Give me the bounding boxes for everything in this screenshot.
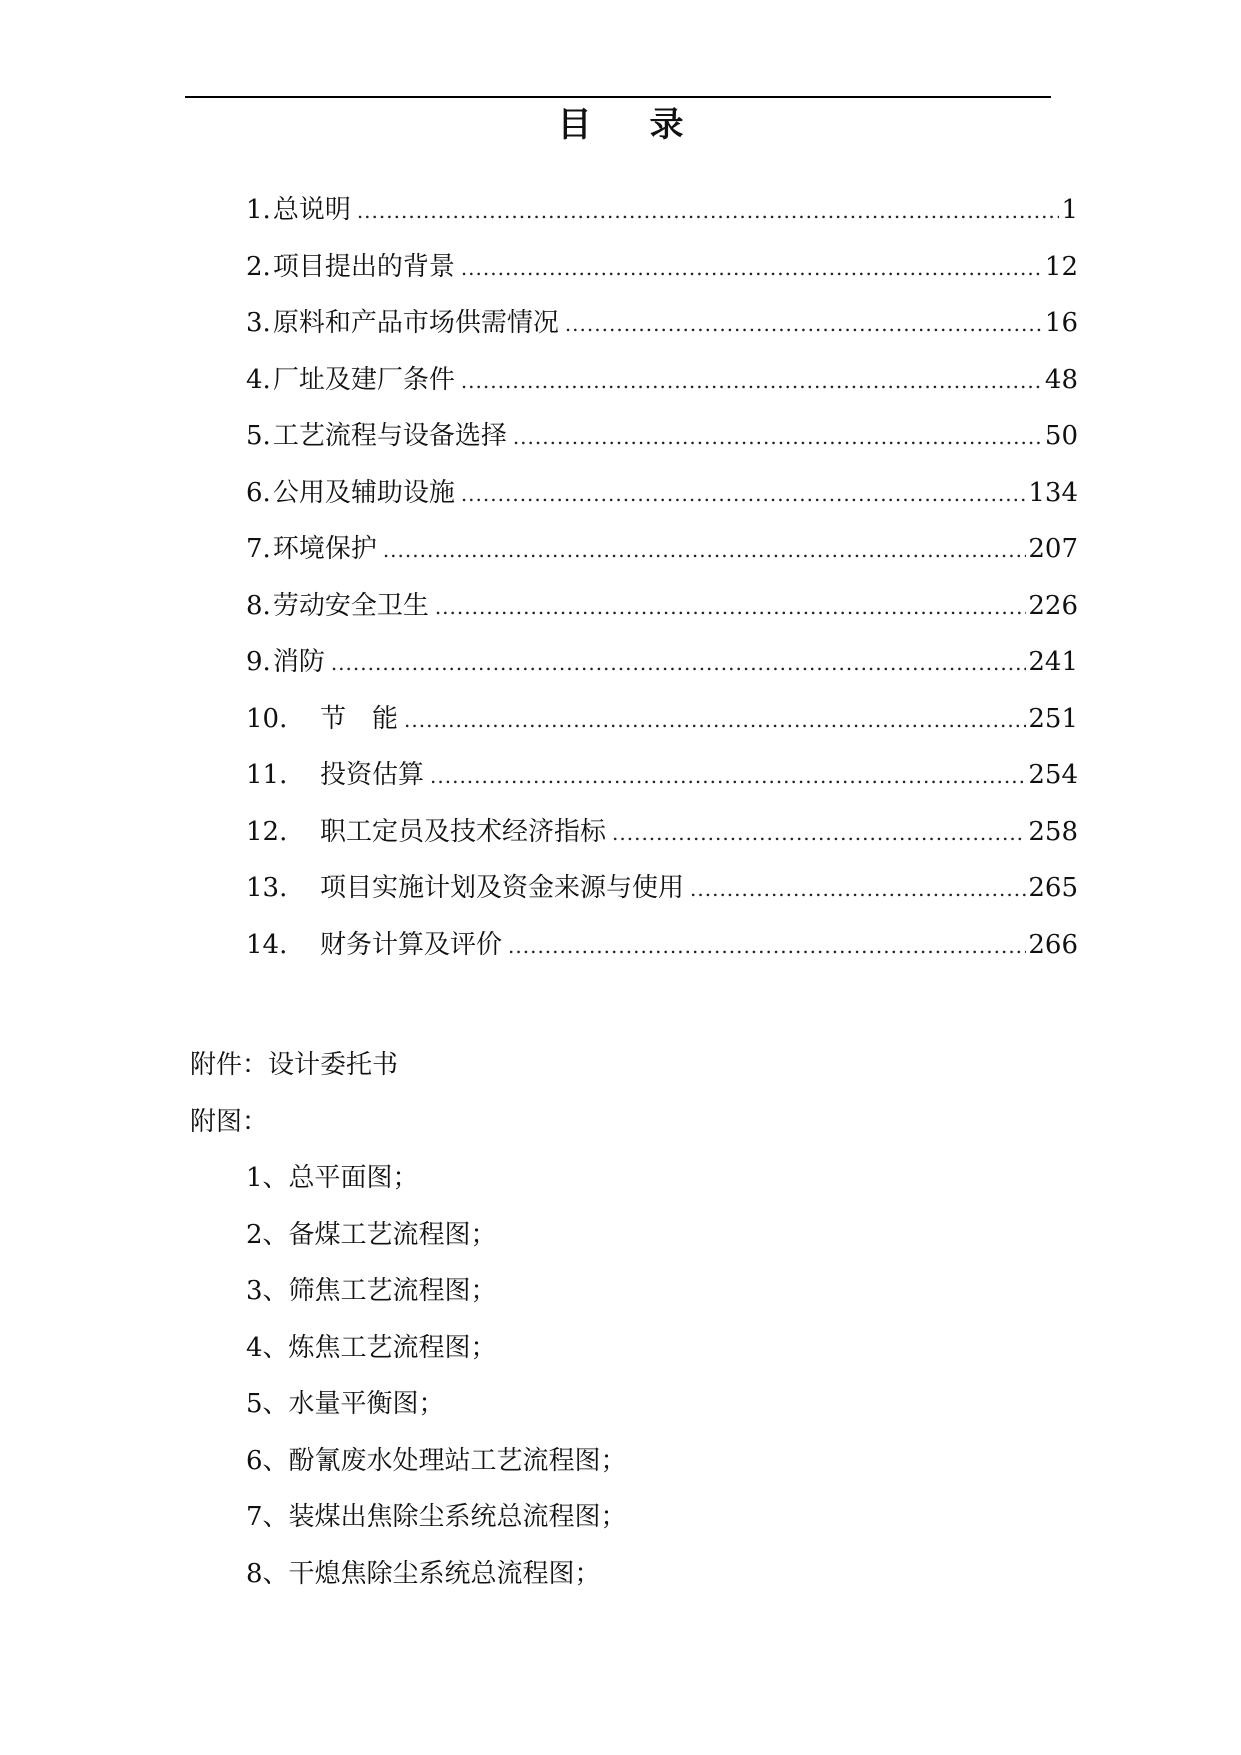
toc-leader-dots (404, 700, 1026, 740)
toc-entry[interactable] (246, 303, 1078, 360)
toc-entry[interactable] (246, 925, 1078, 982)
toc-page-number: 1 (1061, 195, 1078, 225)
toc-entry[interactable] (246, 473, 1078, 530)
toc-leader-dots (461, 361, 1043, 401)
toc-page-number: 251 (1028, 703, 1078, 734)
figure-item: 2、备煤工艺流程图； (246, 1219, 497, 1250)
toc-title: 节 能 (320, 703, 399, 734)
toc-page-number: 134 (1028, 477, 1078, 508)
toc-number: 11. (246, 760, 288, 790)
toc-entry[interactable] (246, 529, 1078, 586)
toc-entry[interactable] (246, 642, 1078, 699)
figure-item: 7、装煤出焦除尘系统总流程图； (246, 1502, 627, 1532)
toc-number: 12. (246, 816, 288, 847)
toc-leader-dots (513, 417, 1043, 457)
toc-number: 7. (246, 534, 271, 564)
toc-number: 14. (246, 929, 288, 960)
toc-title: 公用及辅助设施 (272, 477, 455, 508)
toc-number: 2. (246, 251, 271, 282)
toc-page-number: 207 (1028, 534, 1078, 564)
toc-leader-dots (435, 587, 1027, 627)
toc-title: 职工定员及技术经济指标 (320, 816, 607, 847)
toc-leader-dots (331, 643, 1027, 683)
toc-leader-dots (461, 248, 1043, 288)
toc-number: 5. (246, 421, 271, 451)
figures-label: 附图： (190, 1107, 269, 1137)
toc-title: 投资估算 (320, 760, 425, 790)
toc-title: 原料和产品市场供需情况 (272, 308, 559, 338)
toc-title: 项目提出的背景 (272, 251, 455, 282)
figure-list (246, 1158, 627, 1610)
toc-entry[interactable] (246, 868, 1078, 925)
figure-item: 8、干熄焦除尘系统总流程图； (246, 1558, 601, 1589)
toc-entry[interactable] (246, 360, 1078, 417)
toc-page-number: 258 (1028, 816, 1078, 847)
header-rule (185, 96, 1051, 98)
figure-item: 4、炼焦工艺流程图； (246, 1332, 497, 1363)
figure-item: 3、筛焦工艺流程图； (246, 1276, 497, 1306)
toc-entry[interactable] (246, 699, 1078, 756)
toc-title: 项目实施计划及资金来源与使用 (320, 873, 685, 903)
page-title: 目录 (557, 105, 742, 145)
toc-page-number: 266 (1028, 929, 1078, 960)
toc-title: 厂址及建厂条件 (272, 364, 455, 395)
toc-leader-dots (565, 304, 1043, 344)
toc-number: 1. (246, 195, 271, 225)
toc-page-number: 48 (1044, 364, 1078, 395)
toc-number: 4. (246, 364, 271, 395)
toc-title: 消防 (272, 647, 325, 677)
figure-item: 6、酚氰废水处理站工艺流程图； (246, 1445, 627, 1476)
toc-page-number: 12 (1044, 251, 1078, 282)
toc-leader-dots (612, 813, 1026, 853)
toc-page-number: 241 (1028, 647, 1078, 677)
toc-leader-dots (357, 191, 1060, 231)
toc-page-number: 265 (1028, 873, 1078, 903)
toc-page-number: 16 (1044, 308, 1078, 338)
toc-number: 3. (246, 308, 271, 338)
toc-leader-dots (383, 530, 1027, 570)
toc-entry[interactable] (246, 416, 1078, 473)
toc-number: 9. (246, 647, 271, 677)
toc-number: 8. (246, 590, 271, 621)
toc-leader-dots (430, 756, 1026, 796)
toc-leader-dots (690, 869, 1026, 909)
toc-page-number: 226 (1028, 590, 1078, 621)
toc-leader-dots (508, 926, 1026, 966)
toc-entry[interactable] (246, 812, 1078, 869)
appendix-line: 附件：设计委托书 (190, 1050, 399, 1080)
toc-leader-dots (461, 474, 1027, 514)
toc-number: 10. (246, 703, 288, 734)
figure-item: 1、总平面图； (246, 1163, 419, 1193)
toc-number: 6. (246, 477, 271, 508)
toc-title: 总说明 (272, 195, 351, 225)
toc-title: 环境保护 (272, 534, 377, 564)
toc-entry[interactable] (246, 247, 1078, 304)
toc-page-number: 50 (1044, 421, 1078, 451)
figure-item: 5、水量平衡图； (246, 1389, 445, 1419)
toc-title: 工艺流程与设备选择 (272, 421, 507, 451)
toc-page-number: 254 (1028, 760, 1078, 790)
toc-entry[interactable] (246, 755, 1078, 812)
toc-number: 13. (246, 873, 288, 903)
toc-title: 财务计算及评价 (320, 929, 503, 960)
toc-title: 劳动安全卫生 (272, 590, 429, 621)
toc-entry[interactable] (246, 190, 1078, 247)
table-of-contents (246, 190, 1078, 981)
toc-entry[interactable] (246, 586, 1078, 643)
